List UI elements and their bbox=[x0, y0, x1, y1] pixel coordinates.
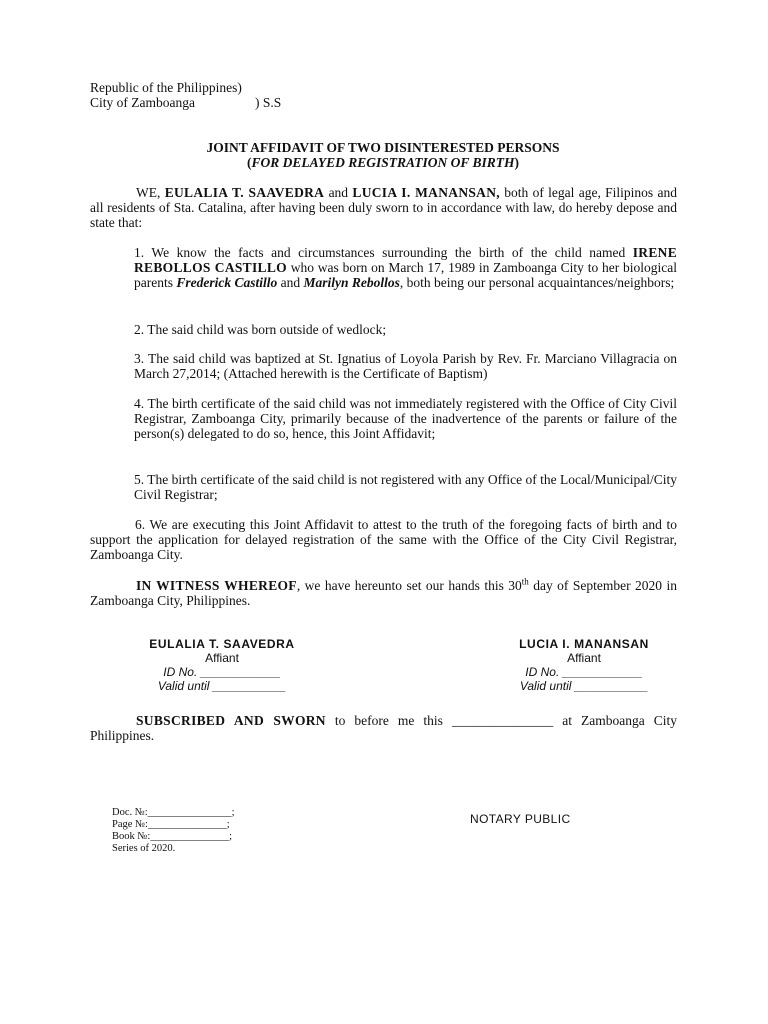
signature-block-1 bbox=[122, 637, 322, 693]
intro-rest: both of legal age, Filipinos and all residents of Sta. Catalina, after having been duly sworn to in accordance with law, do hereby depose and state that: bbox=[90, 185, 678, 230]
paragraph-1 bbox=[134, 245, 677, 290]
p1-text-c: , both being our personal acquaintances/neighbors; bbox=[399, 275, 675, 290]
title-sub-close: ) bbox=[514, 155, 520, 170]
paragraph-6: 6. We are executing this Joint Affidavit to attest to the truth of the foregoing facts of birth and to support the application for delayed registration of the same with the Office of the City Civil Registrar, Zamboanga City. bbox=[90, 517, 677, 562]
signatory-valid: Valid until ___________ bbox=[157, 679, 287, 693]
jurat-rest: to before me this _______________ at Zamboanga City Philippines. bbox=[90, 713, 677, 743]
p1-text-a: 1. We know the facts and circumstances surrounding the birth of the child named bbox=[134, 245, 626, 260]
venue-city: City of Zamboanga bbox=[90, 95, 195, 110]
intro-affiant1: EULALIA T. SAAVEDRA bbox=[164, 185, 325, 200]
signatory-valid: Valid until ___________ bbox=[519, 679, 649, 693]
witness-text-b: day of September 2020 in Zamboanga City, Philippines. bbox=[90, 578, 677, 608]
witness-paragraph bbox=[90, 578, 677, 608]
title-sub-italic: FOR DELAYED REGISTRATION OF BIRTH bbox=[251, 155, 515, 170]
venue-republic: Republic of the Philippines) bbox=[90, 80, 242, 95]
notary-doc-no: Doc. №:________________; bbox=[112, 807, 235, 818]
title-sub bbox=[90, 155, 676, 170]
p1-and: and bbox=[280, 275, 301, 290]
signatory-name: EULALIA T. SAAVEDRA bbox=[149, 637, 295, 651]
notary-book-no: Book №:_______________; bbox=[112, 831, 232, 842]
title-sub-open: ( bbox=[246, 155, 252, 170]
p1-text-b: who was born on March 17, 1989 in Zamboanga City to her biological parents bbox=[134, 260, 678, 290]
paragraph-4: 4. The birth certificate of the said child was not immediately registered with the Office of City Civil Registrar, Zamboanga City, primarily because of the inadvertence of the parents or failure of the person(s) delegated to do so, hence, this Joint Affidavit; bbox=[134, 396, 677, 441]
signature-block-2 bbox=[484, 637, 684, 693]
venue-ss: ) S.S bbox=[255, 95, 282, 110]
signatory-id: ID No. ____________ bbox=[525, 665, 643, 679]
notary-page-no: Page №:_______________; bbox=[112, 819, 230, 830]
p1-father: Frederick Castillo bbox=[176, 275, 278, 290]
intro-we: WE, bbox=[136, 185, 161, 200]
signatory-name: LUCIA I. MANANSAN bbox=[519, 637, 649, 651]
notary-series: Series of 2020. bbox=[112, 843, 176, 854]
paragraph-3: 3. The said child was baptized at St. Ignatius of Loyola Parish by Rev. Fr. Marciano Villagracia on March 27,2014; (Attached herewith is the Certificate of Baptism) bbox=[134, 351, 677, 381]
intro-paragraph bbox=[90, 185, 677, 230]
p1-child-name: IRENE REBOLLOS CASTILLO bbox=[134, 245, 678, 275]
paragraph-2: 2. The said child was born outside of wedlock; bbox=[134, 322, 387, 337]
jurat-paragraph bbox=[90, 713, 677, 743]
jurat-bold: SUBSCRIBED AND SWORN bbox=[136, 713, 326, 728]
title-main: JOINT AFFIDAVIT OF TWO DISINTERESTED PERSONS bbox=[206, 140, 560, 155]
witness-sup: th bbox=[521, 576, 529, 587]
venue-block bbox=[90, 80, 282, 110]
witness-text-a: , we have hereunto set our hands this 30 bbox=[296, 578, 522, 593]
signatory-role: Affiant bbox=[567, 651, 601, 665]
intro-and: and bbox=[328, 185, 349, 200]
signatory-role: Affiant bbox=[205, 651, 239, 665]
witness-bold: IN WITNESS WHEREOF bbox=[136, 578, 297, 593]
document-title bbox=[90, 140, 676, 170]
notary-public-label: NOTARY PUBLIC bbox=[470, 812, 571, 826]
p1-mother: Marilyn Rebollos bbox=[303, 275, 400, 290]
signatory-id: ID No. ____________ bbox=[163, 665, 281, 679]
intro-affiant2: LUCIA I. MANANSAN, bbox=[352, 185, 500, 200]
paragraph-5: 5. The birth certificate of the said child is not registered with any Office of the Local/Municipal/City Civil Registrar; bbox=[134, 472, 677, 502]
notary-register-block bbox=[112, 807, 235, 855]
venue-city-row bbox=[90, 95, 282, 110]
